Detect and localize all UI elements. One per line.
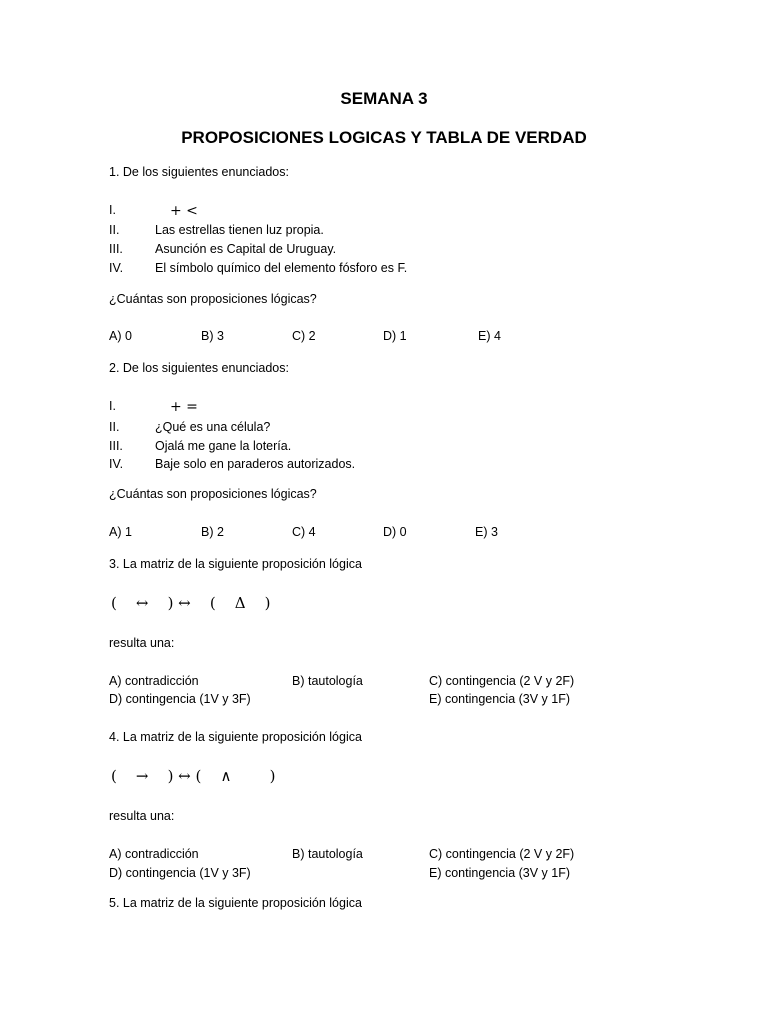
q2-item-num: III. xyxy=(109,439,123,453)
q3-option: C) contingencia (2 V y 2F) xyxy=(429,674,575,688)
q4-option: B) tautología xyxy=(292,847,363,861)
q3-result-label: resulta una: xyxy=(109,636,175,650)
q3-prompt: 3. La matriz de la siguiente proposición lógica xyxy=(109,557,362,571)
q3-option: D) contingencia (1V y 3F) xyxy=(109,692,251,706)
q2-item-text: + = xyxy=(170,399,198,415)
q2-item-text: Baje solo en paraderos autorizados. xyxy=(155,457,356,471)
q4-option: E) contingencia (3V y 1F) xyxy=(429,866,571,880)
q1-item-text: Las estrellas tienen luz propia. xyxy=(155,223,324,237)
q1-item-text: Asunción es Capital de Uruguay. xyxy=(155,242,337,256)
q4-option: C) contingencia (2 V y 2F) xyxy=(429,847,575,861)
q1-question: ¿Cuántas son proposiciones lógicas? xyxy=(109,292,317,306)
q2-item-text: ¿Qué es una célula? xyxy=(155,420,271,434)
q2-prompt: 2. De los siguientes enunciados: xyxy=(109,361,289,375)
q2-item-text: Ojalá me gane la lotería. xyxy=(155,439,292,453)
q1-item-text: + < xyxy=(170,203,198,219)
q2-option: A) 1 xyxy=(109,525,132,539)
q1-option: C) 2 xyxy=(292,329,316,343)
q3-formula: ( ↔ ) ↔ ( Δ ) xyxy=(111,594,271,612)
q4-option: A) contradicción xyxy=(109,847,199,861)
q1-item-text: El símbolo químico del elemento fósforo es F. xyxy=(155,261,408,275)
q2-question: ¿Cuántas son proposiciones lógicas? xyxy=(109,487,317,501)
q4-result-label: resulta una: xyxy=(109,809,175,823)
q1-item-num: II. xyxy=(109,223,120,237)
q2-item-num: II. xyxy=(109,420,120,434)
page-title: SEMANA 3 xyxy=(340,89,428,108)
page-subtitle: PROPOSICIONES LOGICAS Y TABLA DE VERDAD xyxy=(181,128,587,147)
q1-item-num: I. xyxy=(109,203,116,217)
q1-option: B) 3 xyxy=(201,329,224,343)
q1-option: D) 1 xyxy=(383,329,407,343)
q2-option: B) 2 xyxy=(201,525,224,539)
q5-prompt: 5. La matriz de la siguiente proposición lógica xyxy=(109,896,362,910)
q1-option: E) 4 xyxy=(478,329,501,343)
q4-prompt: 4. La matriz de la siguiente proposición lógica xyxy=(109,730,362,744)
q1-prompt: 1. De los siguientes enunciados: xyxy=(109,165,289,179)
q3-option: B) tautología xyxy=(292,674,363,688)
q3-option: A) contradicción xyxy=(109,674,199,688)
q1-item-num: IV. xyxy=(109,261,124,275)
q1-item-num: III. xyxy=(109,242,123,256)
q2-option: C) 4 xyxy=(292,525,316,539)
q4-formula: ( → ) ↔ ( ∧ ) xyxy=(111,767,276,785)
q1-option: A) 0 xyxy=(109,329,132,343)
q4-option: D) contingencia (1V y 3F) xyxy=(109,866,251,880)
q3-option: E) contingencia (3V y 1F) xyxy=(429,692,571,706)
q2-option: D) 0 xyxy=(383,525,407,539)
q2-option: E) 3 xyxy=(475,525,498,539)
q2-item-num: IV. xyxy=(109,457,124,471)
q2-item-num: I. xyxy=(109,399,116,413)
